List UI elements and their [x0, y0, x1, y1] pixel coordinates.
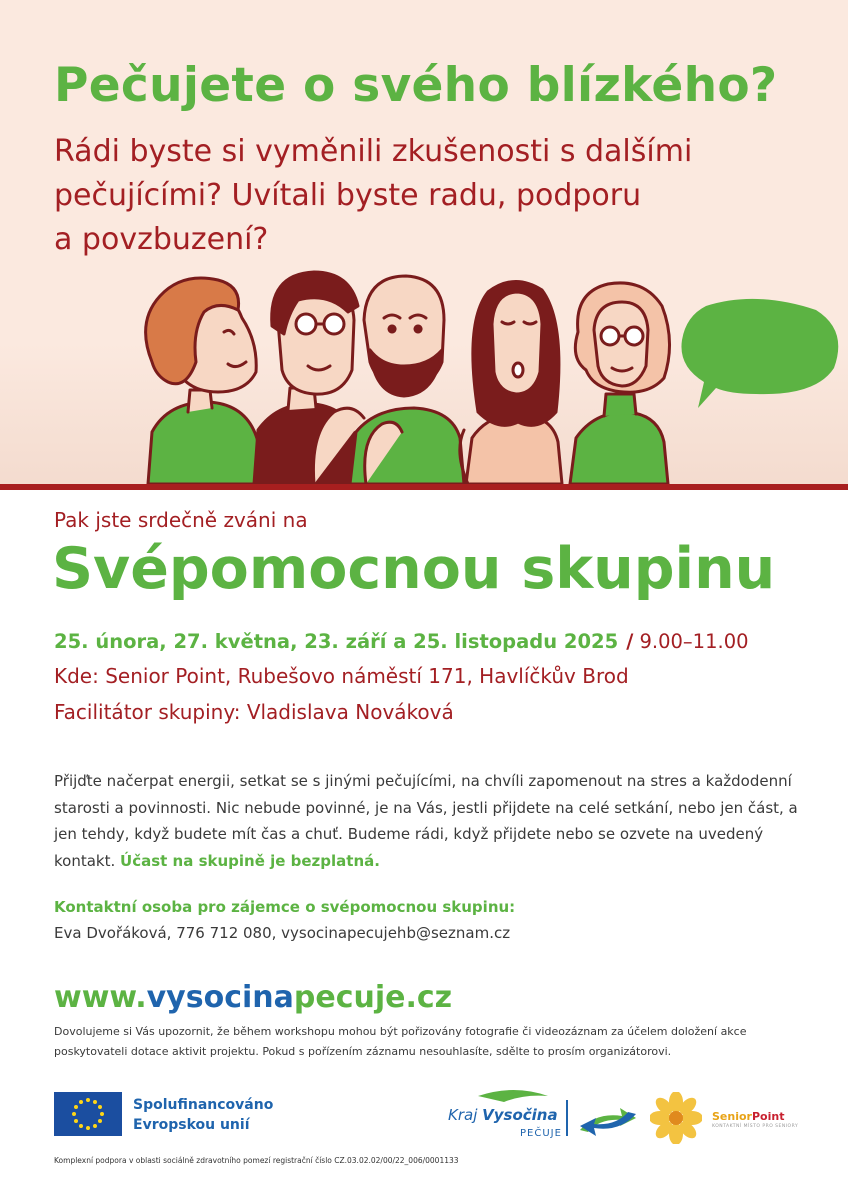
- flower-logo-icon: [650, 1092, 702, 1144]
- disclaimer: Dovolujeme si Vás upozornit, že během workshopu mohou být pořizovány fotografie či videozáznam za účelem doložení akce poskytovateli dotace aktivit projektu. Pokud s pořízením záznamu nesouhlasíte, sdělte to prosím organizátorovi.: [54, 1025, 747, 1058]
- eu-line-1: Spolufinancováno: [133, 1097, 274, 1113]
- senior-point-sub: KONTAKTNÍ MÍSTO PRO SENIORY: [712, 1124, 799, 1129]
- url-suffix: pecuje.cz: [293, 980, 453, 1015]
- body-paragraph: [54, 768, 804, 874]
- subtitle-line: a povzbuzení?: [54, 222, 269, 257]
- kraj-a: Kraj: [448, 1106, 478, 1124]
- swirl-arrows-icon: [576, 1104, 640, 1138]
- contact-heading: Kontaktní osoba pro zájemce o svépomocnou skupinu:: [54, 898, 516, 916]
- kraj-logo-text: [448, 1106, 558, 1124]
- footer-registration: Komplexní podpora v oblasti sociálně zdravotního pomezí registrační číslo CZ.03.02.02/00/22_006/0001133: [54, 1156, 459, 1165]
- senior-point-logo-text: [712, 1110, 784, 1123]
- dates-text: 25. února, 27. května, 23. září a 25. listopadu 2025: [54, 630, 619, 653]
- eu-cofunding-text: [133, 1095, 273, 1135]
- kraj-b: Vysočina: [482, 1106, 558, 1124]
- kraj-logo-sub: PEČUJE: [520, 1128, 562, 1139]
- senior-a: Senior: [712, 1110, 752, 1123]
- divider: [0, 484, 848, 490]
- speech-bubble-icon: [676, 296, 842, 408]
- event-location: Kde: Senior Point, Rubešovo náměstí 171, Havlíčkův Brod: [54, 664, 629, 688]
- event-dates: [54, 630, 749, 653]
- logo-divider: [566, 1100, 568, 1136]
- contact-details: Eva Dvořáková, 776 712 080, vysocinapecujehb@seznam.cz: [54, 924, 511, 942]
- subtitle-line: pečujícími? Uvítali byste radu, podporu: [54, 178, 642, 213]
- time-text: 9.00–11.00: [639, 630, 749, 653]
- subtitle-line: Rádi byste si vyměnili zkušenosti s dalšími: [54, 134, 693, 169]
- event-facilitator: Facilitátor skupiny: Vladislava Nováková: [54, 700, 454, 724]
- eu-flag-icon: [54, 1092, 122, 1136]
- invite-text: Pak jste srdečně zváni na: [54, 508, 308, 532]
- senior-b: Point: [751, 1110, 785, 1123]
- page-subtitle: [54, 130, 814, 262]
- eu-line-2: Evropskou unií: [133, 1117, 250, 1133]
- event-title: Svépomocnou skupinu: [52, 536, 776, 602]
- body-text: Přijďte načerpat energii, setkat se s jinými pečujícími, na chvíli zapomenout na stres a každodenní starosti a povinnosti. Nic nebude povinné, je na Vás, jestli přijdete na celé setkání, nebo jen část, a jen tehdy, když budete mít čas a chuť. Budeme rádi, když přijdete nebo se ozvete na uvedený kontakt.: [54, 772, 798, 870]
- url-brand: vysocina: [146, 980, 294, 1015]
- website-link[interactable]: [54, 980, 452, 1015]
- dates-separator: /: [626, 630, 634, 653]
- url-prefix: www.: [54, 980, 147, 1015]
- body-highlight: Účast na skupině je bezplatná.: [120, 851, 380, 870]
- page-title: Pečujete o svého blízkého?: [54, 58, 778, 113]
